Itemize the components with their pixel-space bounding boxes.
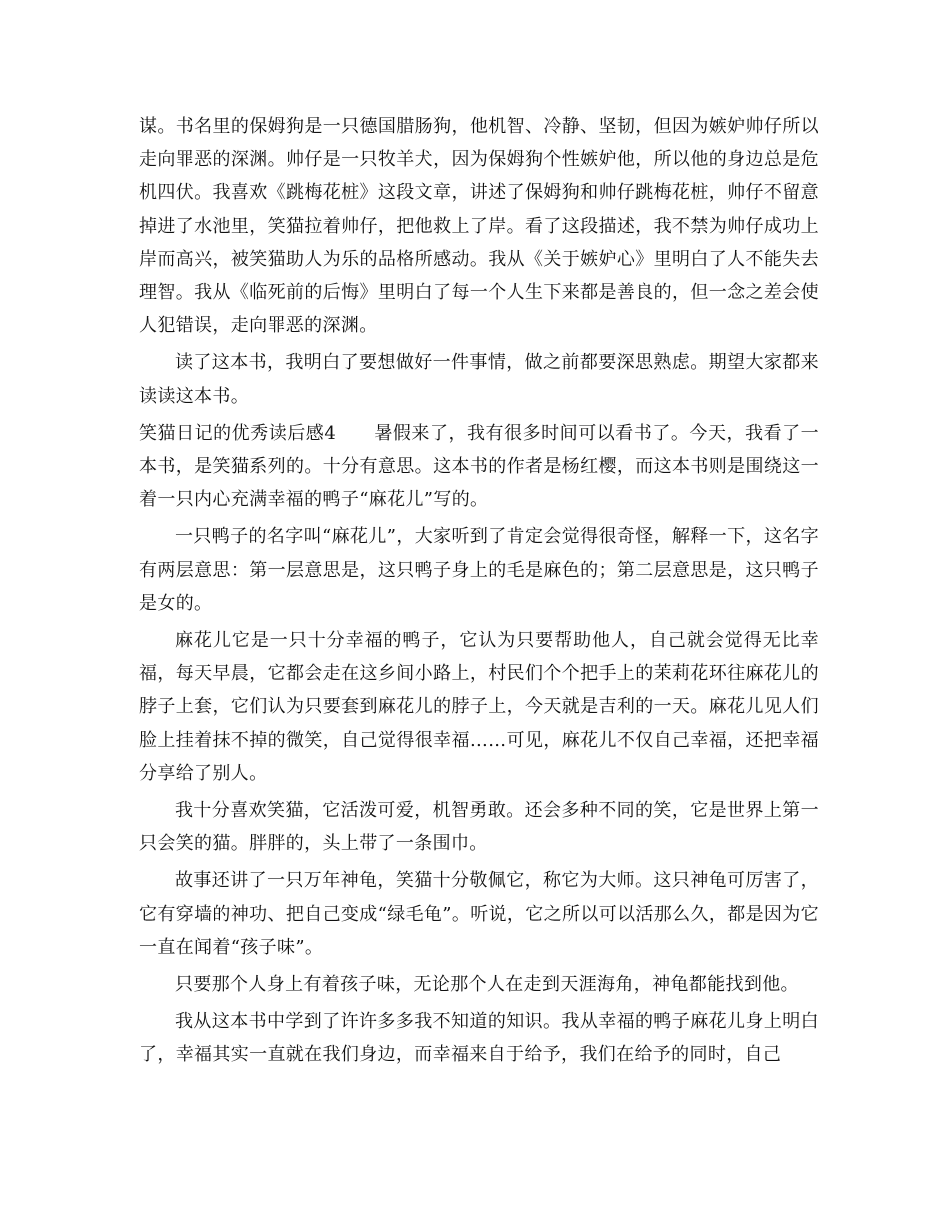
paragraph-9: 我从这本书中学到了许许多多我不知道的知识。我从幸福的鸭子麻花儿身上明白了，幸福其实一直就在我们身边，而幸福来自于给予，我们在给予的同时，自己 <box>139 1011 819 1066</box>
paragraph-3-text: 暑假来了，我有很多时间可以看书了。今天，我看了一本书，是笑猫系列的。十分有意思。这本书的作者是杨红樱，而这本书则是围绕这一着一只内心充满幸福的鸭子“麻花儿”写的。 <box>139 422 819 511</box>
paragraph-3 <box>139 417 819 517</box>
document-body <box>139 110 819 1072</box>
paragraph-1: 谋。书名里的保姆狗是一只德国腊肠狗，他机智、冷静、坚韧，但因为嫉妒帅仔所以走向罪恶的深渊。帅仔是一只牧羊犬，因为保姆狗个性嫉妒他，所以他的身边总是危机四伏。我喜欢《跳梅花桩》这段文章，讲述了保姆狗和帅仔跳梅花桩，帅仔不留意掉进了水池里，笑猫拉着帅仔，把他救上了岸。看了这段描述，我不禁为帅仔成功上岸而高兴，被笑猫助人为乐的品格所感动。我从《关于嫉妒心》里明白了人不能失去理智。我从《临死前的后悔》里明白了每一个人生下来都是善良的，但一念之差会使人犯错误，走向罪恶的深渊。 <box>139 116 819 337</box>
section-heading: 笑猫日记的优秀读后感4 <box>139 422 337 444</box>
paragraph-2: 读了这本书，我明白了要想做好一件事情，做之前都要深思熟虑。期望大家都来读读这本书。 <box>139 352 819 407</box>
paragraph-6: 我十分喜欢笑猫，它活泼可爱，机智勇敢。还会多种不同的笑，它是世界上第一只会笑的猫。胖胖的，头上带了一条围巾。 <box>139 800 819 855</box>
paragraph-8: 只要那个人身上有着孩子味，无论那个人在走到天涯海角，神龟都能找到他。 <box>175 974 799 996</box>
paragraph-5: 麻花儿它是一只十分幸福的鸭子，它认为只要帮助他人，自己就会觉得无比幸福，每天早晨，它都会走在这乡间小路上，村民们个个把手上的茉莉花环往麻花儿的脖子上套，它们认为只要套到麻花儿的脖子上，今天就是吉利的一天。麻花儿见人们脸上挂着抹不掉的微笑，自己觉得很幸福……可见，麻花儿不仅自己幸福，还把幸福分享给了别人。 <box>139 630 819 784</box>
paragraph-7: 故事还讲了一只万年神龟，笑猫十分敬佩它，称它为大师。这只神龟可厉害了，它有穿墙的神功、把自己变成“绿毛龟”。听说，它之所以可以活那么久，都是因为它一直在闻着“孩子味”。 <box>139 870 819 958</box>
paragraph-4: 一只鸭子的名字叫“麻花儿”，大家听到了肯定会觉得很奇怪，解释一下，这名字有两层意思：第一层意思是，这只鸭子身上的毛是麻色的；第二层意思是，这只鸭子是女的。 <box>139 526 819 614</box>
